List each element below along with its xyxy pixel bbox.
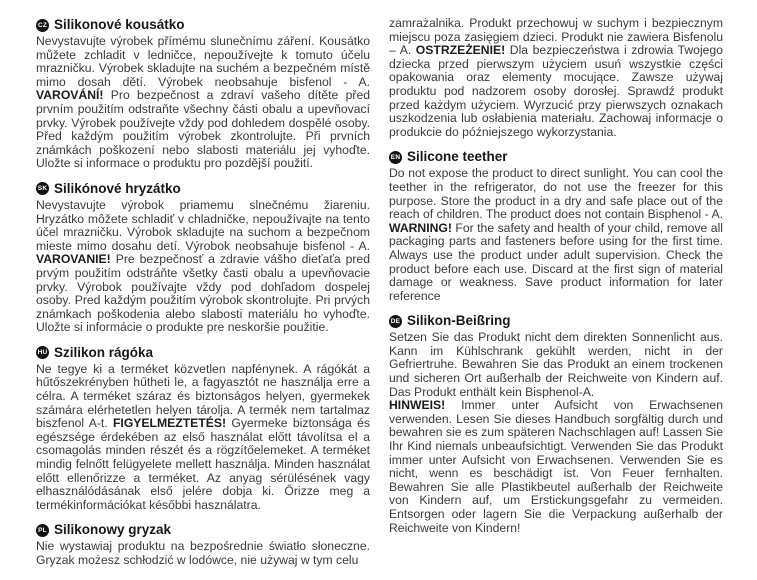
section-pl [36,522,370,567]
section-title-de: Silikon-Beißring [407,313,511,329]
body-text: Setzen Sie das Produkt nicht dem direkten Sonnenlicht aus. Kann im Kühlschrank gekühlt werden, nicht in der Gefriertruhe. Bewahren Sie das Produkt an einem trockenen und sicheren Ort außerhalb der Reichweite von Kindern auf. Das Produkt enthält kein Bisphenol-A. [389,330,723,399]
section-title-hu: Szilikon rágóka [54,344,154,360]
body-text: Nevystavujte výrobek přímému slunečnímu záření. Kousátko můžete zchladit v ledničce, nepoužívejte k tomuto účelu mrazničku. Výrobek skladujte na suchém a bezpečném místě mimo dosah dětí. Výrobek neobsahuje bisfenol - A. [36,34,370,89]
lang-badge-sk-icon: SK [36,182,49,195]
section-heading-hu [36,345,370,361]
section-body-en [389,167,723,303]
warning-keyword: OSTRZEŻENIE! [415,43,506,58]
left-column [36,17,370,570]
section-heading-pl [36,522,370,538]
section-body-cz [36,35,370,171]
body-text: Pro bezpečnost a zdraví vašeho dítěte před prvním použitím odstraňte všechny části obalu a upevňovací prvky. Výrobek používejte vždy pod dohledem dospělé osoby. Před každým použitím výrobek zkontrolujte. Při prvních známkách poškození nebo slabosti materiálu jej vyhoďte. Uložte si informace o produktu pro pozdější použití. [36,88,370,171]
lang-badge-cz-icon: CZ [36,19,49,32]
lang-badge-en-icon: EN [389,151,402,164]
section-heading-sk [36,181,370,197]
body-text: For the safety and health of your child, remove all packaging parts and fasteners before using for the first time. Always use the product under adult supervision. Check the product before each use. Discard at the first sign of material damage or weakness. Save product information for later reference [389,220,723,303]
section-body-pl-continuation [389,17,723,139]
section-body-pl [36,540,370,567]
section-cz [36,17,370,171]
section-title-cz: Silikonové kousátko [54,17,185,32]
body-text: Nevystavujte výrobok priamemu slnečnému žiareniu. Hryzátko môžete schladiť v chladničke, nepoužívajte na tento účel mrazničku. Výrobok skladujte na suchom a bezpečnom mieste mimo dosahu detí. Výrobok neobsahuje bisfenol - A. [36,197,370,253]
body-text: Dla bezpieczeństwa i zdrowia Twojego dziecka przed pierwszym użyciem usuń wszystkie części opakowania oraz elementy mocujące. Zawsze używaj produktu pod nadzorem osoby dorosłej. Sprawdź produkt przed każdym użyciem. Wyrzucić przy pierwszych oznakach uszkodzenia lub osłabienia materiału. Zachowaj informacje o produkcie do późniejszego wykorzystania. [389,43,723,139]
section-hu [36,345,370,513]
section-en [389,149,723,303]
warning-keyword: WARNING! [389,220,452,235]
body-text: Nie wystawiaj produktu na bezpośrednie światło słoneczne. Gryzak możesz schłodzić w lodówce, nie używaj w tym celu [36,539,370,567]
body-text: Pre bezpečnosť a zdravie vášho dieťaťa pred prvým použitím odstráňte všetky časti obalu a upevňovacie prvky. Výrobok používajte vždy pod dohľadom dospelej osoby. Pred každým použitím výrobok skontrolujte. Pri prvých známkach poškodenia alebo slabosti materiálu ho vyhoďte. Uložte si informácie o produkte pre neskoršie použitie. [36,252,370,335]
section-de [389,313,723,535]
section-title-en: Silicone teether [407,149,508,165]
section-body-hu [36,363,370,513]
lang-badge-de-icon: DE [389,315,402,328]
body-text: Gyermeke biztonsága és egészsége érdekében az első használat előtt távolítsa el a csomagolás minden részét és a rögzítőelemeket. A terméket mindig felnőtt felügyelete mellett használja. Minden használat előtt ellenőrizze a terméket. Az anyag sérülésének vagy elhasználódásának első jelére dobja ki. Őrizze meg a termékinformációkat későbbi használatra. [36,416,370,512]
right-column [389,17,723,570]
section-body-de-p1 [389,331,723,399]
lang-badge-hu-icon: HU [36,346,49,359]
section-body-sk [36,199,370,335]
section-heading-en [389,149,723,165]
section-sk [36,181,370,335]
section-body-de-p2 [389,399,723,535]
body-text: Ne tegye ki a terméket közvetlen napfénynek. A rágókát a hűtőszekrényben hűtheti le, a fagyasztót ne használja erre a célra. A terméket száraz és biztonságos helyen, gyermekek számára elérhetetlen helyen tárolja. A termék nem tartalmaz biszfenol A-t. [36,361,370,431]
warning-keyword: VAROVANIE! [36,252,111,267]
body-text: Immer unter Aufsicht von Erwachsenen verwenden. Lesen Sie dieses Handbuch sorgfältig durch und bewahren sie es zum späteren Nachschlagen auf! Lassen Sie Ihr Kind niemals unbeaufsichtigt. Verwenden Sie das Produkt immer unter Aufsicht von Erwachsenen. Verwenden Sie es nicht, wenn es beschädigt ist. Von Feuer fernhalten. Bewahren Sie alle Plastikbeutel außerhalb der Reichweite von Kindern auf, um Erstickungsgefahr zu vermeiden. Entsorgen oder lagern Sie die Verpackung außerhalb der Reichweite von Kindern! [389,398,724,535]
warning-keyword: HINWEIS! [389,398,446,413]
warning-keyword: FIGYELMEZTETÉS! [112,416,227,431]
section-heading-cz [36,17,370,33]
section-title-sk: Silikónové hryzátko [54,180,181,196]
section-heading-de [389,313,723,329]
lang-badge-pl-icon: PL [36,524,49,537]
section-pl-continuation [389,17,723,139]
section-title-pl: Silikonowy gryzak [54,522,172,538]
body-text: zamrażalnika. Produkt przechowuj w suchym i bezpiecznym miejscu poza zasięgiem dzieci. Produkt nie zawiera Bisfenolu – A. [389,16,723,58]
warning-keyword: VAROVÁNÍ! [36,88,104,103]
body-text: Do not expose the product to direct sunlight. You can cool the teether in the refrigerator, do not use the freezer for this purpose. Store the product in a dry and safe place out of the reach of children. The product does not contain Bisphenol - A. [389,166,723,222]
